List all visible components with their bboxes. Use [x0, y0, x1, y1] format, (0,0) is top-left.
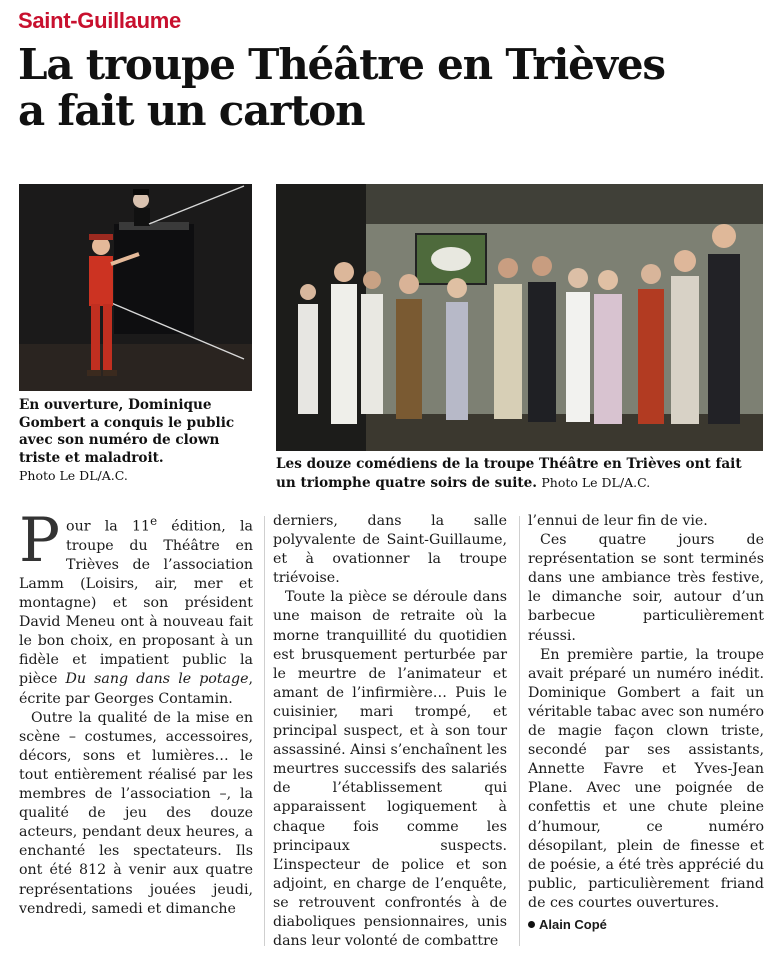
- photo-caption-2: [276, 456, 763, 492]
- paragraph-5: En première partie, la troupe avait préparé un numéro inédit. Dominique Gombert a fait un véritable tabac avec son numéro de magie façon clown triste, secondé par ses assistants, Annette Favre et Yves-Jean Plane. Avec une poignée de confettis et une chute pleine d’humour, ce numéro désopilant, plein de finesse et de poésie, a été très apprécié du public, particulièrement friand de ces courtes ouvertures.: [528, 646, 764, 911]
- paragraph-2-continued: derniers, dans la salle polyvalente de Saint-Guillaume, et à ovationner la troupe triévoise.: [273, 513, 507, 587]
- column-divider: [264, 516, 265, 946]
- play-title: Du sang dans le potage: [65, 671, 249, 688]
- author-name: Alain Copé: [539, 916, 607, 932]
- column-divider: [519, 516, 520, 946]
- photo-troupe: [276, 184, 763, 451]
- paragraph-1: [19, 505, 253, 709]
- caption-1-credit: Photo Le DL/A.C.: [19, 468, 128, 483]
- article-column-1: [19, 505, 253, 919]
- paragraph-2: Outre la qualité de la mise en scène – costumes, accessoires, décors, sons et lumières… le tout entièrement réalisé par les membres de l’association –, la qualité de jeu des douze acteurs, pendant deux heures, a enchanté les spectateurs. Ils ont été 812 à venir aux quatre représentations jouées jeudi, vendredi, samedi et dimanche: [19, 709, 253, 917]
- headline-line-1: La troupe Théâtre en Trièves: [18, 40, 665, 89]
- p1-part-a: our la 11: [66, 518, 151, 535]
- bullet-icon: [528, 921, 535, 928]
- p1-part-c: , écrite par Georges Contamin.: [19, 671, 253, 707]
- photo-caption-1: [19, 397, 259, 486]
- article-column-2: [273, 512, 507, 951]
- caption-2-text: Les douze comédiens de la troupe Théâtre en Trièves ont fait un triomphe quatre soirs de suite.: [276, 456, 742, 491]
- author-signature: [528, 915, 764, 934]
- photo-clown: [19, 184, 252, 391]
- paragraph-3: Toute la pièce se déroule dans une maison de retraite où la morne tranquillité du quotidien est brusquement perturbée par le meurtre de l’animateur et amant de l’infirmière… Puis le cuisinier, mari trompé, et principal suspect, et à son tour assassiné. Ainsi s’enchaînent les meurtres successifs des salariés de l’établissement qui apparaissent logiquement à chaque fois comme les principaux suspects. L’inspecteur de police et son adjoint, en charge de l’enquête, se retrouvent confrontés à de diaboliques pensionnaires, unis dans leur volonté de combattre: [273, 589, 507, 950]
- p1-superscript: e: [150, 514, 158, 528]
- article-column-3: [528, 512, 764, 934]
- drop-cap: P: [19, 505, 61, 576]
- p1-part-b: édition, la troupe du Théâtre en Trièves de l’association Lamm (Loisirs, air, mer et montagne) et son président David Meneu ont à nouveau fait le bon choix, en proposant à un fidèle et impatient public la pièce: [19, 518, 253, 688]
- caption-1-text: En ouverture, Dominique Gombert a conquis le public avec son numéro de clown triste et maladroit.: [19, 397, 235, 466]
- headline-line-2: a fait un carton: [18, 86, 365, 135]
- section-kicker: Saint-Guillaume: [18, 8, 181, 33]
- paragraph-4: Ces quatre jours de représentation se sont terminés dans une ambiance très festive, le dimanche soir, autour d’un barbecue particulièrement réussi.: [528, 532, 764, 644]
- headline: [18, 42, 768, 134]
- caption-2-credit: Photo Le DL/A.C.: [541, 474, 651, 490]
- paragraph-3-continued: l’ennui de leur fin de vie.: [528, 513, 708, 529]
